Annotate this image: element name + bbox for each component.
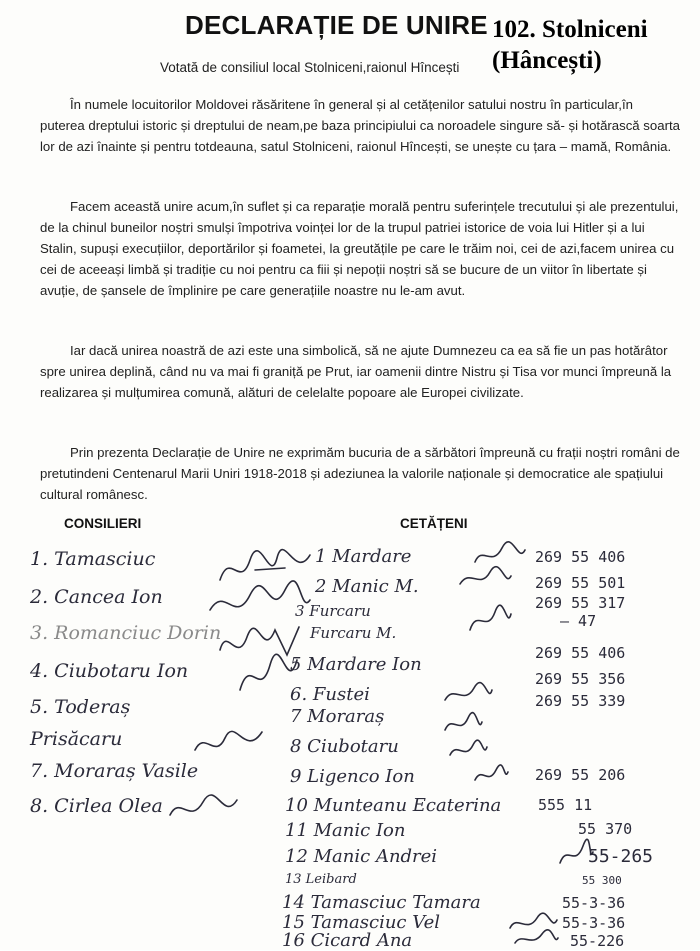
phone-number: — 47 (560, 612, 597, 630)
document-title: DECLARAȚIE DE UNIRE (185, 10, 488, 40)
signature-scribble-icon (470, 760, 510, 790)
cetatean-signature: 7 Moraraș (290, 706, 385, 727)
phone-number: 269 55 206 (535, 766, 626, 784)
consilieri-heading: CONSILIERI (64, 516, 142, 531)
phone-number: 269 55 406 (535, 644, 626, 662)
cetatean-signature: 1 Mardare (315, 546, 412, 567)
cetateni-heading: CETĂȚENI (400, 516, 468, 531)
cetatean-signature: 11 Manic Ion (285, 820, 406, 841)
cetatean-signature: 12 Manic Andrei (285, 846, 438, 867)
paragraph-4: Prin prezenta Declarație de Unire ne exprimăm bucuria de a sărbători împreună cu frații noștri români de pretutindeni Centenarul Marii Uniri 1918-2018 și adeziunea la valorile naționale și democratice ale spațiului cultural românesc. (40, 445, 680, 502)
phone-number: 269 55 356 (535, 670, 626, 688)
phone-number: 269 55 406 (535, 548, 626, 566)
signature-scribble-icon (555, 838, 595, 872)
consilier-signature: 8. Cirlea Olea (30, 795, 163, 817)
phone-number: 55 370 (578, 820, 633, 838)
cetatean-signature: 16 Cicard Ana (282, 930, 413, 951)
paragraph-1: În numele locuitorilor Moldovei răsăritene în general și al cetățenilor satului nostru în particular,în puterea dreptului istoric și dreptului de neam,pe baza principiului ca noroadele singure să- și hotărască soarta lor de azi înainte și pentru totdeauna, satul Stolniceni, raionul Hîncești, se unește cu țara – mamă, România. (40, 97, 680, 154)
cetatean-signature: 2 Manic M. (315, 576, 419, 597)
document-number (492, 14, 648, 76)
cetatean-signature: 8 Ciubotaru (290, 736, 399, 757)
cetatean-signature: 9 Ligenco Ion (290, 766, 415, 787)
cetatean-signature: 15 Tamasciuc Vel (282, 912, 440, 933)
signature-scribble-icon (190, 720, 270, 765)
signature-scribble-icon (235, 650, 305, 705)
cetatean-signature: Furcaru M. (310, 624, 397, 642)
document-subtitle: Votată de consiliul local Stolniceni,raionul Hîncești (160, 60, 460, 75)
paragraph-2: Facem această unire acum,în suflet și ca reparație morală pentru suferințele trecutului și ale prezentului, de la chinul buneilor noștri smulși împotriva voinței lor de la trupul patriei istorice de voia lui Hitler și a lui Stalin, supuși execuțiilor, deportărilor și foametei, la greutățile pe care le trăim noi, cei de azi,facem unirea cu cei de aceeași limbă și tradiție cu noi pentru ca fiii și nepoții noștri să se bucure de un viitor în libertate și avuție, de șansele de împlinire pe care generațiile noastre nu le-am avut. (40, 199, 679, 298)
phone-number: 269 55 501 (535, 574, 626, 592)
cetatean-signature: 5 Mardare Ion (290, 654, 422, 675)
signature-scribble-icon (165, 790, 245, 830)
phone-number: 55-3-36 (562, 894, 626, 912)
cetatean-signature: 10 Munteanu Ecaterina (285, 795, 502, 816)
signature-scribble-icon (455, 564, 515, 594)
signature-scribble-icon (465, 600, 515, 640)
phone-number: 55-3-36 (562, 914, 626, 932)
phone-number: 55-226 (570, 932, 625, 950)
phone-number: 55-265 (588, 846, 654, 867)
signature-scribble-icon (440, 680, 495, 710)
paragraph-3: Iar dacă unirea noastră de azi este una simbolică, să ne ajute Dumnezeu ca ea să fie un pas hotărâtor spre unirea deplină, când nu va mai fi graniță pe Prut, iar oamenii dintre Nistru și Tisa vor munci împreună la realizarea și mulțumirea comună, alături de celelalte popoare ale Europei civilizate. (40, 343, 672, 400)
document-number-line1: 102. Stolniceni (492, 16, 648, 43)
phone-number: 55 300 (582, 874, 622, 887)
consilier-signature: 5. Toderaș (30, 696, 131, 718)
consilier-signature: 4. Ciubotaru Ion (30, 660, 189, 682)
signature-scribble-icon (510, 928, 560, 950)
phone-number: 269 55 339 (535, 692, 626, 710)
consilier-signature: 3. Romanciuc Dorin (30, 622, 222, 644)
cetatean-signature: 6. Fustei (290, 684, 370, 705)
document-number-line2: (Hâncești) (492, 47, 602, 74)
consilier-signature: 7. Moraraș Vasile (30, 760, 199, 782)
consilier-signature: 2. Cancea Ion (30, 586, 163, 608)
consilier-signature: 1. Tamasciuc (30, 548, 156, 570)
phone-number: 555 11 (538, 796, 593, 814)
phone-number: 269 55 317 (535, 594, 626, 612)
consilier-signature: Prisăcaru (30, 728, 123, 750)
cetatean-signature: 13 Leibard (285, 872, 357, 887)
cetatean-signature: 14 Tamasciuc Tamara (282, 892, 481, 913)
cetatean-signature: 3 Furcaru (295, 602, 371, 620)
